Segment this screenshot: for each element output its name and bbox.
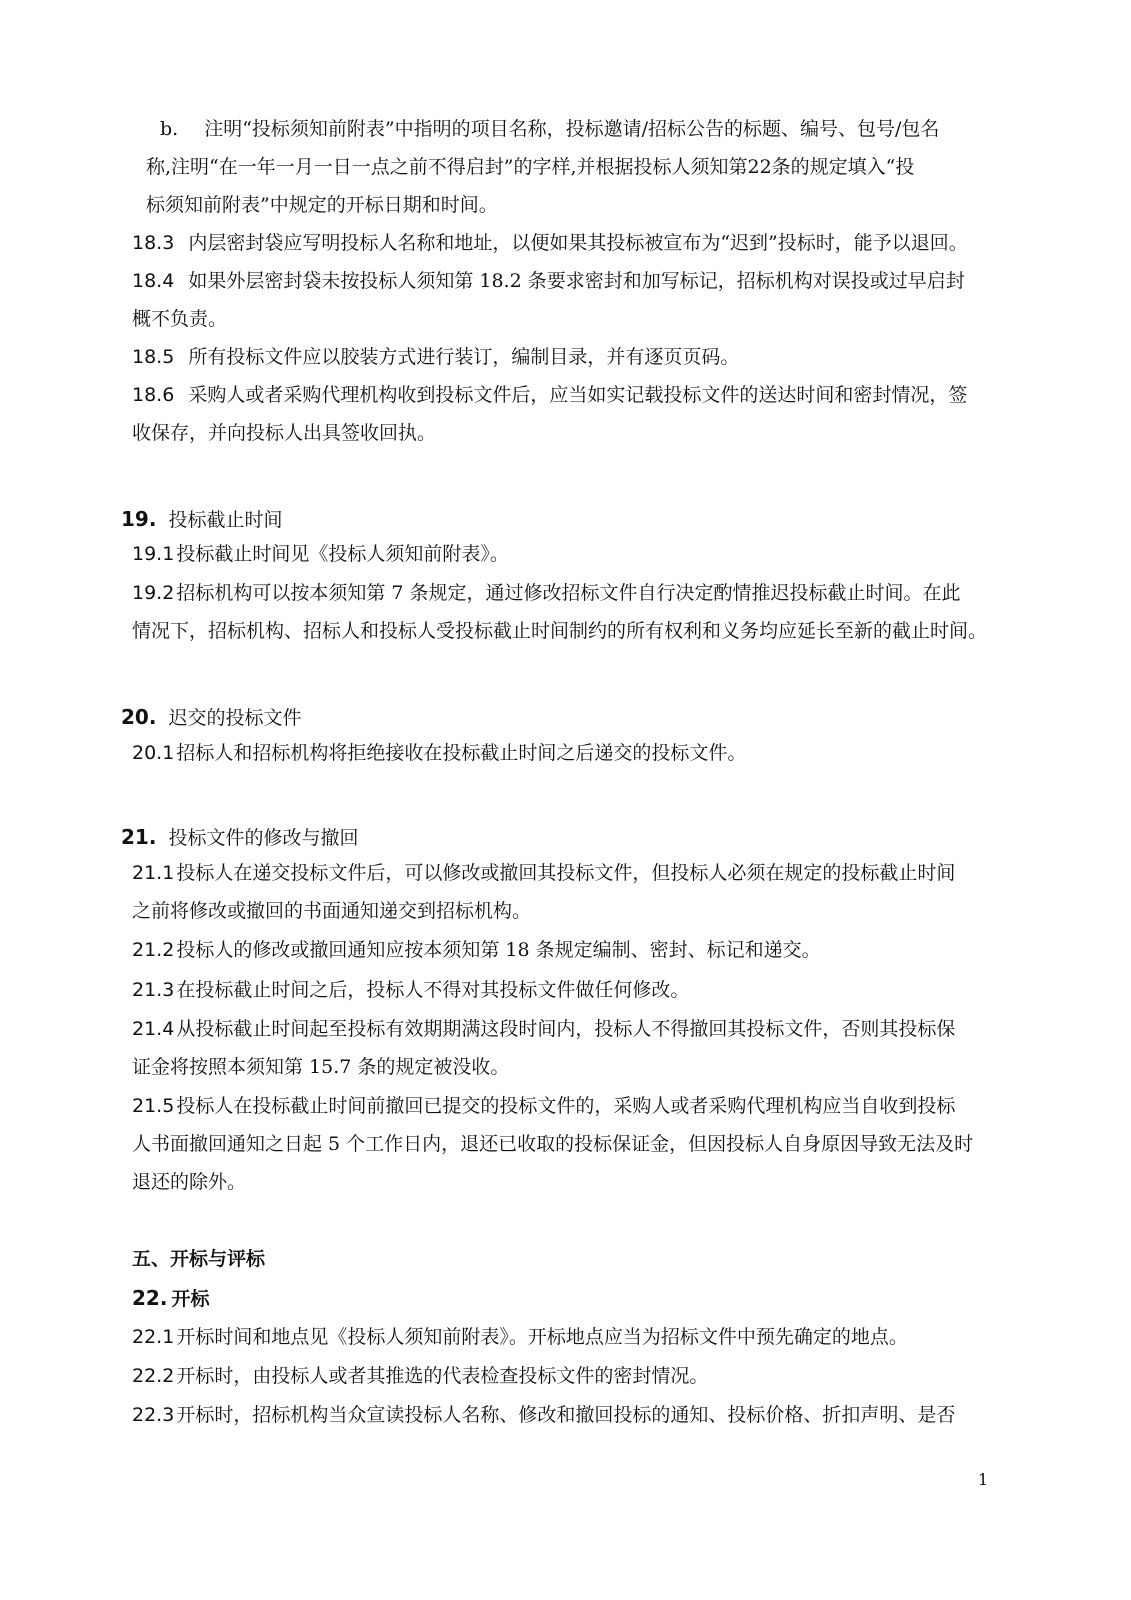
clause-21-5-line2: 人书面撤回通知之日起 5 个工作日内，退还已收取的投标保证金，但因投标人自身原因导致无法及时: [132, 1133, 974, 1155]
clause-18-2-b-line2: 称,注明“在一年一月一日一点之前不得启封”的字样,并根据投标人须知第22条的规定填入“投: [146, 156, 915, 178]
clause-20-heading: 20. 迟交的投标文件: [121, 705, 302, 729]
clause-21-2: 21.2 投标人的修改或撤回通知应按本须知第 18 条规定编制、密封、标记和递交。: [132, 939, 821, 961]
clause-21-4-line1: 21.4 从投标截止时间起至投标有效期期满这段时间内，投标人不得撤回其投标文件，否则其投标保: [132, 1018, 956, 1040]
clause-21-heading: 21. 投标文件的修改与撤回: [121, 825, 359, 849]
clause-19-2-line1: 19.2 招标机构可以按本须知第 7 条规定，通过修改招标文件自行决定酌情推迟投标截止时间。在此: [132, 582, 961, 604]
clause-22-1: 22.1 开标时间和地点见《投标人须知前附表》。开标地点应当为招标文件中预先确定的地点。: [132, 1326, 908, 1348]
clause-18-3: 18.3 内层密封袋应写明投标人名称和地址，以便如果其投标被宣布为“迟到”投标时，能予以退回。: [132, 232, 968, 254]
clause-18-2-b-line3: 标须知前附表”中规定的开标日期和时间。: [146, 194, 498, 216]
clause-21-1-line1: 21.1 投标人在递交投标文件后，可以修改或撤回其投标文件，但投标人必须在规定的投标截止时间: [132, 862, 956, 884]
clause-18-2-b-line1: b. 注明“投标须知前附表”中指明的项目名称，投标邀请/招标公告的标题、编号、包号/包名: [160, 118, 940, 140]
clause-21-4-line2: 证金将按照本须知第 15.7 条的规定被没收。: [132, 1056, 510, 1078]
clause-21-5-line3: 退还的除外。: [132, 1171, 247, 1193]
clause-21-1-line2: 之前将修改或撤回的书面通知递交到招标机构。: [132, 900, 532, 922]
clause-18-4-line2: 概不负责。: [132, 308, 228, 330]
clause-20-1: 20.1 招标人和招标机构将拒绝接收在投标截止时间之后递交的投标文件。: [132, 742, 747, 764]
clause-19-1: 19.1 投标截止时间见《投标人须知前附表》。: [132, 543, 509, 565]
clause-18-6-line1: 18.6 采购人或者采购代理机构收到投标文件后，应当如实记载投标文件的送达时间和密封情况，签: [132, 384, 968, 406]
section-5-title: 五、开标与评标: [132, 1248, 266, 1270]
clause-22-2: 22.2 开标时，由投标人或者其推选的代表检查投标文件的密封情况。: [132, 1365, 709, 1387]
clause-21-3: 21.3 在投标截止时间之后，投标人不得对其投标文件做任何修改。: [132, 979, 690, 1001]
clause-19-2-line2: 情况下，招标机构、招标人和投标人受投标截止时间制约的所有权利和义务均应延长至新的截止时间。: [132, 620, 988, 642]
clause-18-6-line2: 收保存，并向投标人出具签收回执。: [132, 422, 437, 444]
clause-22-heading: 22. 开标: [132, 1286, 210, 1310]
clause-21-5-line1: 21.5 投标人在投标截止时间前撤回已提交的投标文件的，采购人或者采购代理机构应当自收到投标: [132, 1095, 956, 1117]
clause-18-4-line1: 18.4 如果外层密封袋未按投标人须知第 18.2 条要求密封和加写标记，招标机构对误投或过早启封: [132, 270, 965, 292]
clause-18-5: 18.5 所有投标文件应以胶装方式进行装订，编制目录，并有逐页页码。: [132, 346, 740, 368]
clause-22-3: 22.3 开标时，招标机构当众宣读投标人名称、修改和撤回投标的通知、投标价格、折扣声明、是否: [132, 1404, 956, 1426]
clause-19-heading: 19. 投标截止时间: [121, 507, 283, 531]
page-number: 1: [978, 1470, 989, 1489]
item-label-b: b.: [160, 118, 179, 140]
